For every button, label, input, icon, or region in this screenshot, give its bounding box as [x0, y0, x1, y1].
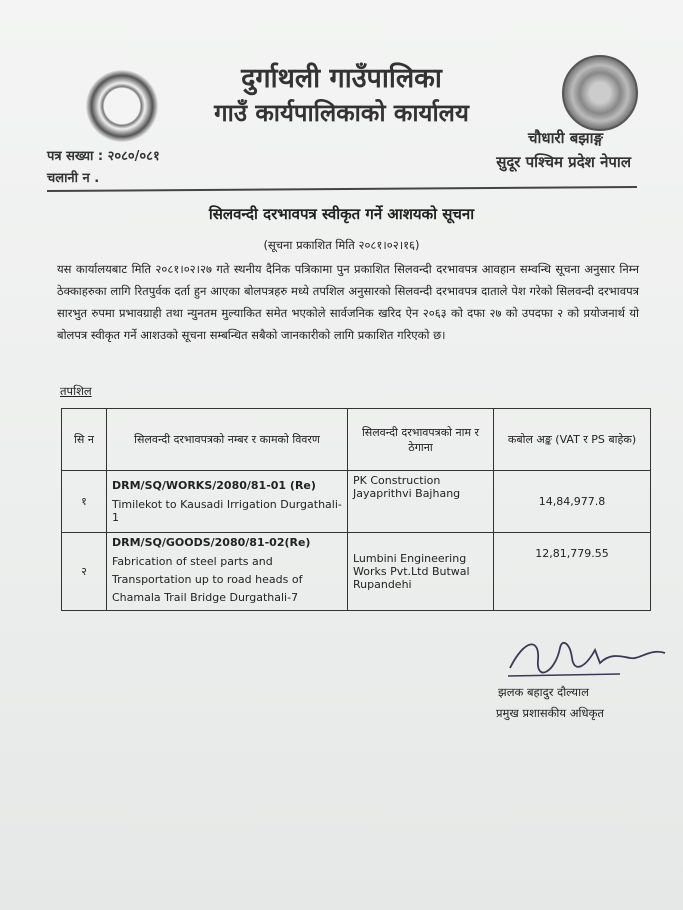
table-row [62, 533, 651, 611]
table-row [62, 471, 651, 533]
row-work: Fabrication of steel parts and Transportation up to road heads of Chamala Trail Bridge Durgathali-7 [112, 555, 303, 604]
header-divider [47, 186, 637, 192]
row-sn: १ [62, 471, 107, 533]
row-amount: 12,81,779.55 [494, 533, 651, 611]
row-work: Timilekot to Kausadi Irrigation Durgathali-1 [112, 498, 342, 524]
reference-number: पत्र सख्या : २०८०/०८१ [47, 149, 160, 164]
handwritten-signature [500, 628, 680, 688]
bid-table [61, 408, 651, 611]
address-line-2: सुदूर पश्चिम प्रदेश नेपाल [496, 153, 631, 171]
notice-date: (सूचना प्रकाशित मिति २०८१।०२।१६) [263, 238, 420, 252]
row-description [107, 471, 348, 533]
header-sn: सि न [62, 409, 107, 471]
signatory-designation: प्रमुख प्रशासकीय अधिकृत [496, 706, 604, 720]
header-amount: कबोल अङ्क (VAT र PS बाहेक) [494, 409, 651, 471]
row-amount: 14,84,977.8 [494, 471, 651, 533]
table-header-row [62, 409, 651, 471]
row-bidder: PK Construction Jayaprithvi Bajhang [348, 471, 494, 533]
dispatch-number: चलानी न . [47, 171, 100, 186]
row-code: DRM/SQ/WORKS/2080/81-01 (Re) [112, 479, 316, 492]
notice-body: यस कार्यालयबाट मिति २०८१।०२।२७ गते स्थनीय दैनिक पत्रिकामा पुन प्रकाशित सिलवन्दी दरभावपत्र आवहान सम्वन्धि सूचना अनुसार निम्न ठेक्काहरुका लागि रितपुर्वक दर्ता हुन आएका बोलपत्रहरु मध्ये तपशिल अनुसारको सिलवन्दी दरभावपत्र दाताले पेश गरेको सिलवन्दी दरभावपत्र सारभुत रुपमा प्रभावग्राही तथा न्युनतम मुल्याकित समेत भएकोले सार्वजनिक खरिद ऐन २०६३ को दफा २७ को उपदफा २ को प्रयोजनार्थ यो बोलपत्र स्वीकृत गर्ने आशउको सूचना सम्बन्धित सबैको जानकारीको लागि प्रकाशित गरिएको छ। [57, 262, 639, 342]
row-sn: २ [62, 533, 107, 611]
office-title: दुर्गाथली गाउँपालिका [241, 63, 442, 94]
header-bidder: सिलवन्दी दरभावपत्रको नाम र ठेगाना [348, 409, 494, 471]
address-line-1: चौधारी बझाङ्ग [527, 129, 603, 147]
row-bidder: Lumbini Engineering Works Pvt.Ltd Butwal Rupandehi [348, 533, 494, 611]
header-description: सिलवन्दी दरभावपत्रको नम्बर र कामको विवरण [107, 409, 348, 471]
row-code: DRM/SQ/GOODS/2080/81-02(Re) [112, 536, 311, 549]
office-subtitle: गाउँ कार्यपालिकाको कार्यालय [214, 99, 469, 127]
signatory-name: झलक बहादुर दौल्याल [498, 685, 589, 699]
row-description [107, 533, 348, 611]
details-subheading: तपशिल [60, 384, 92, 398]
notice-title: सिलवन्दी दरभावपत्र स्वीकृत गर्ने आशयको सूचना [208, 205, 475, 223]
